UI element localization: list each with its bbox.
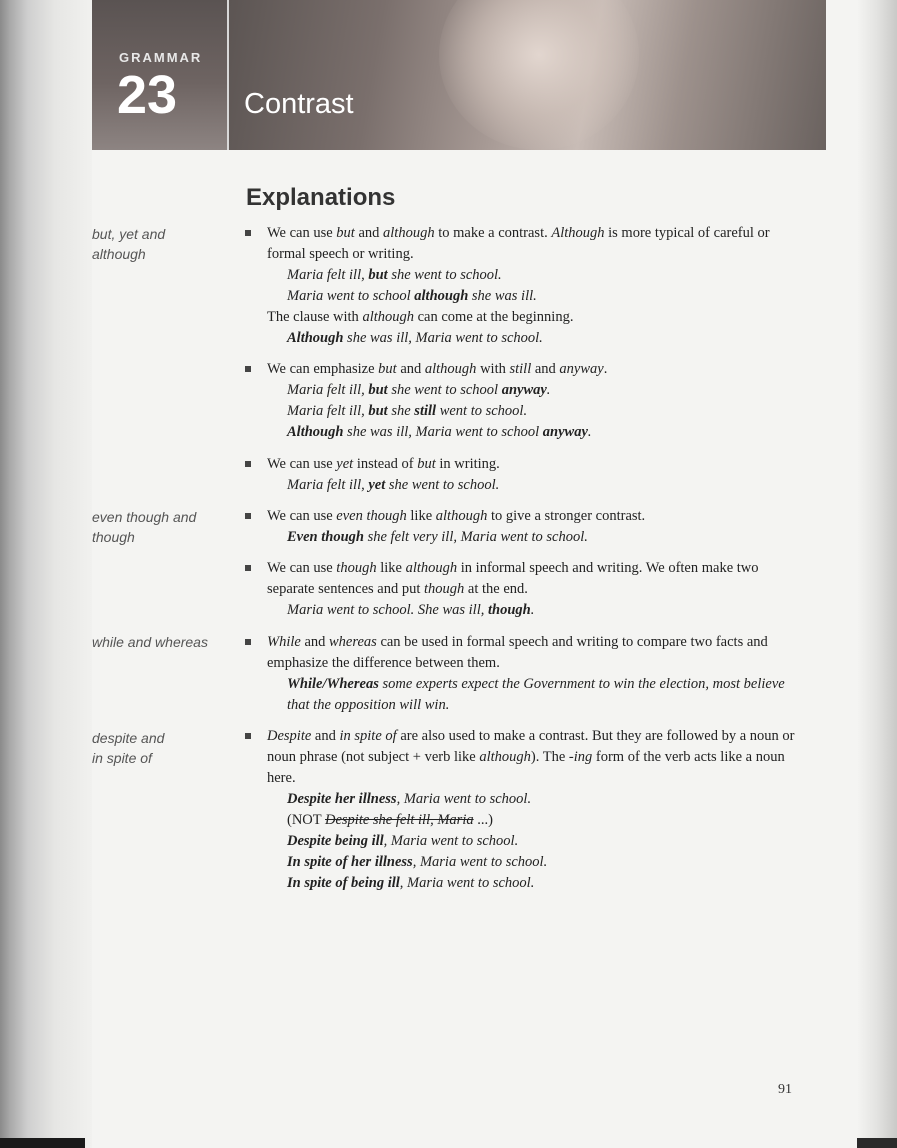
side-label-line: despite and (92, 730, 165, 746)
bullet-icon (245, 639, 251, 645)
side-label-line: though (92, 529, 135, 545)
example-sentence: In spite of being ill, Maria went to school. (287, 875, 535, 891)
section-heading: Explanations (246, 184, 396, 211)
bullet-icon (245, 230, 251, 236)
example-sentence: Although she was ill, Maria went to school anyway. (287, 424, 592, 440)
page-gutter-edge (0, 1138, 85, 1148)
side-label-line: even though and (92, 509, 197, 525)
explanation-block (245, 359, 800, 443)
example-sentence: Despite being ill, Maria went to school. (287, 833, 519, 849)
example-sentence: While/Whereas some experts expect the Government to win the election, most believe that the opposition will win. (287, 676, 785, 713)
bullet-icon (245, 733, 251, 739)
bullet-icon (245, 565, 251, 571)
banner-divider (227, 0, 229, 150)
page-number: 91 (778, 1082, 792, 1097)
bullet-icon (245, 366, 251, 372)
example-sentence: Maria went to school. She was ill, though. (287, 602, 535, 618)
example-sentence: In spite of her illness, Maria went to school. (287, 854, 548, 870)
rule-text: Despite and in spite of are also used to make a contrast. But they are followed by a noun or noun phrase (not subject + verb like although). The -ing form of the verb acts like a noun here. (267, 728, 795, 786)
bullet-icon (245, 513, 251, 519)
example-sentence: Maria went to school although she was ill. (287, 288, 537, 304)
example-sentence: Maria felt ill, yet she went to school. (287, 477, 500, 493)
bullet-icon (245, 461, 251, 467)
unit-number: 23 (117, 65, 178, 125)
page-right-edge-bottom (857, 1138, 897, 1148)
grammar-label: GRAMMAR (119, 50, 203, 65)
example-sentence: Although she was ill, Maria went to school. (287, 330, 543, 346)
side-label-line: while and whereas (92, 634, 208, 650)
unit-title: Contrast (244, 88, 354, 120)
explanation-block (245, 506, 800, 548)
example-sentence: (NOT Despite she felt ill, Maria ...) (287, 812, 493, 828)
example-sentence: Despite her illness, Maria went to school. (287, 791, 532, 807)
example-sentence: Maria felt ill, but she went to school. (287, 267, 502, 283)
example-sentence: Maria felt ill, but she still went to school. (287, 403, 528, 419)
side-label-line: in spite of (92, 750, 152, 766)
rule-text: We can use yet instead of but in writing. (267, 456, 500, 472)
page-right-edge (857, 0, 897, 1148)
banner-photo (229, 0, 826, 150)
explanation-block (245, 558, 800, 621)
side-label-despite (92, 728, 164, 768)
rule-text: We can use but and although to make a contrast. Although is more typical of careful or formal speech or writing. (267, 225, 770, 262)
page-gutter-shadow (0, 0, 92, 1148)
rule-text: While and whereas can be used in formal speech and writing to compare two facts and emphasize the difference between them. (267, 634, 768, 671)
side-label-even-though (92, 507, 196, 547)
example-sentence: Maria felt ill, but she went to school anyway. (287, 382, 551, 398)
side-label-line: although (92, 246, 146, 262)
rule-text: We can use though like although in informal speech and writing. We often make two separate sentences and put though at the end. (267, 560, 759, 597)
explanation-block (245, 632, 800, 716)
rule-text: We can emphasize but and although with still and anyway. (267, 361, 608, 377)
example-sentence: Even though she felt very ill, Maria went to school. (287, 529, 588, 545)
side-label-while-whereas (92, 632, 208, 652)
explanation-block (245, 726, 800, 894)
explanation-block (245, 454, 800, 496)
rule-text: We can use even though like although to give a stronger contrast. (267, 508, 646, 524)
explanation-block (245, 223, 800, 349)
side-label-line: but, yet and (92, 226, 166, 242)
side-label-but-yet-although (92, 224, 165, 264)
sub-rule-text: The clause with although can come at the beginning. (267, 309, 574, 325)
